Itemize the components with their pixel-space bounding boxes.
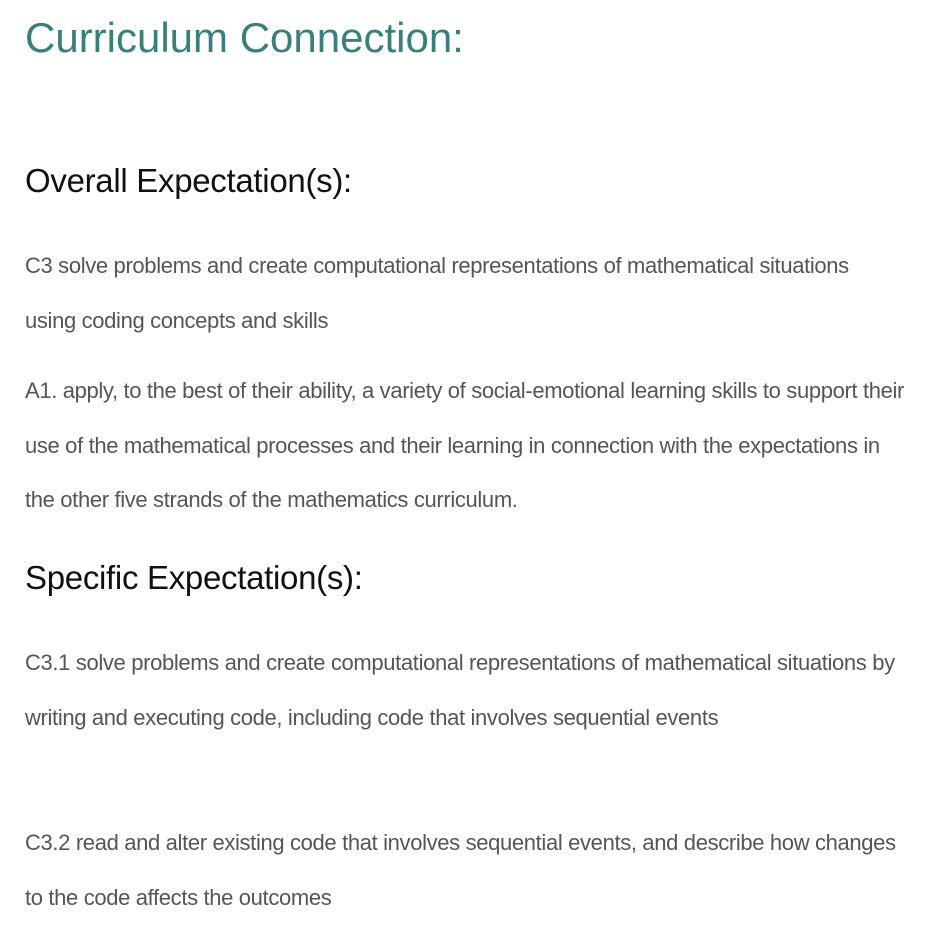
specific-expectations-heading: Specific Expectation(s): [25, 559, 363, 596]
overall-expectations-heading: Overall Expectation(s): [25, 162, 352, 199]
page-title: Curriculum Connection: [25, 14, 464, 61]
specific-expectation-c3-2: C3.2 read and alter existing code that involves sequential events, and describe how changes to the code affects the outcomes [25, 830, 896, 910]
specific-expectation-c3-1: C3.1 solve problems and create computational representations of mathematical situations by writing and executing code, including code that involves sequential events [25, 650, 895, 730]
overall-expectation-a1: A1. apply, to the best of their ability, a variety of social-emotional learning skills to support their use of the mathematical processes and their learning in connection with the expectations in the other five strands of the mathematics curriculum. [25, 378, 905, 512]
overall-expectation-c3: C3 solve problems and create computational representations of mathematical situations using coding concepts and skills [25, 253, 849, 333]
